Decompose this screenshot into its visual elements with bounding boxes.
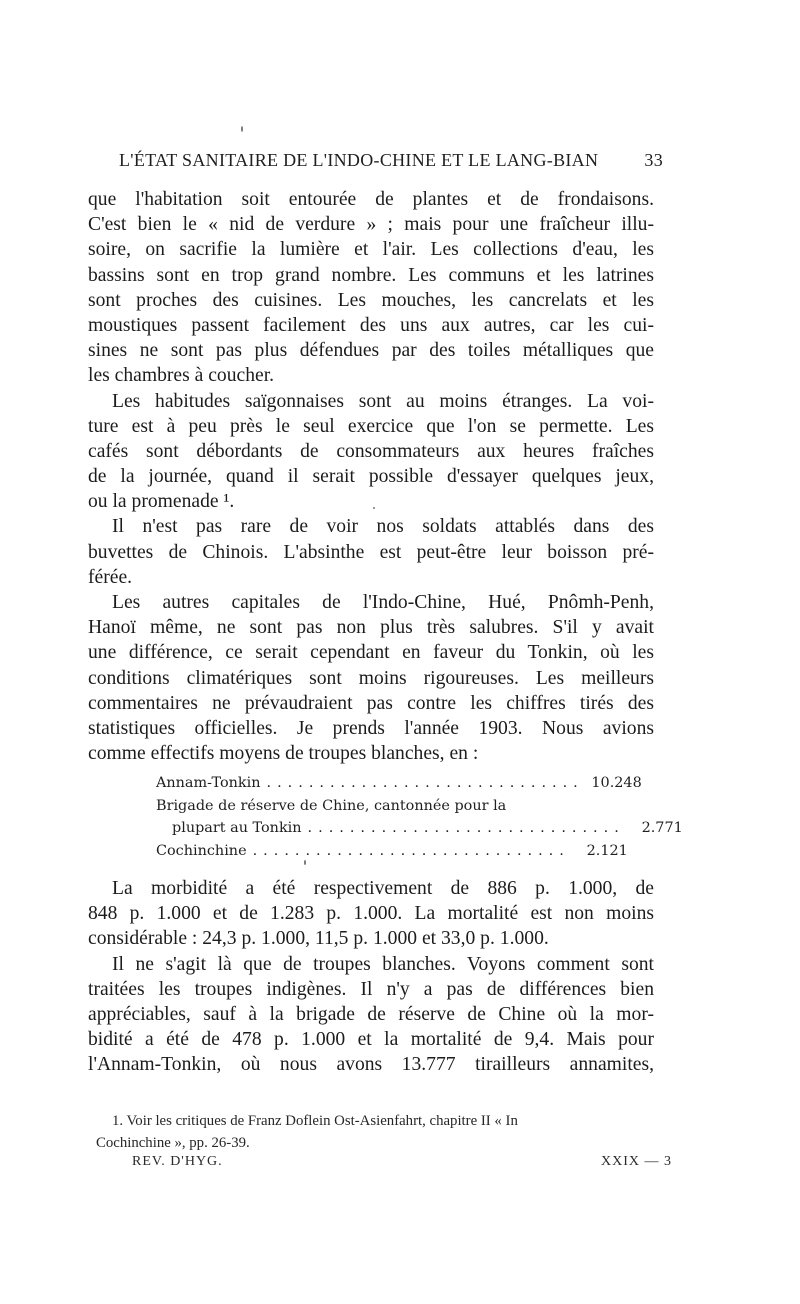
- text-line: bidité a été de 478 p. 1.000 et la mortalité de 9,4. Mais pour: [88, 1029, 654, 1051]
- text-line: bassins sont en trop grand nombre. Les communs et les latrines: [88, 264, 654, 286]
- table-row: [156, 772, 642, 795]
- text-line: ture est à peu près le seul exercice que l'on se permette. Les: [88, 415, 654, 437]
- text-line: comme effectifs moyens de troupes blanches, en :: [88, 743, 479, 765]
- text-line: Il ne s'agit là que de troupes blanches. Voyons comment sont: [112, 953, 654, 975]
- table-row-label: Cochinchine: [156, 842, 247, 859]
- footnote-line: 1. Voir les critiques de Franz Doflein Ost-Asienfahrt, chapitre II « In: [112, 1113, 518, 1129]
- text-line: sines ne sont pas plus défendues par des toiles métalliques que: [88, 340, 654, 362]
- text-line: Hanoï même, ne sont pas non plus très salubres. S'il y avait: [88, 617, 654, 639]
- running-title: L'ÉTAT SANITAIRE DE L'INDO-CHINE ET LE LANG-BIAN: [119, 150, 599, 170]
- text-line: soire, on sacrifie la lumière et l'air. Les collections d'eau, les: [88, 239, 654, 261]
- table-row-label: plupart au Tonkin: [172, 820, 302, 837]
- text-line: ou la promenade ¹.: [88, 491, 235, 513]
- footnote-line: Cochinchine », pp. 26-39.: [96, 1135, 250, 1151]
- table-row-label: Annam-Tonkin: [156, 775, 261, 791]
- text-line: conditions climatériques sont moins rigoureuses. Les meilleurs: [88, 667, 654, 689]
- running-head: [119, 150, 663, 171]
- signature-footer: [132, 1154, 672, 1170]
- text-line: une différence, ce serait cependant en faveur du Tonkin, où les: [88, 642, 654, 664]
- text-line: que l'habitation soit entourée de plantes et de frondaisons.: [88, 189, 654, 210]
- table-row: [156, 840, 628, 863]
- text-line: sont proches des cuisines. Les mouches, les cancrelats et les: [88, 289, 654, 311]
- table-row-value: 10.248: [591, 775, 642, 791]
- text-line: Les habitudes saïgonnaises sont au moins étranges. La voi-: [112, 390, 654, 412]
- text-line: Les autres capitales de l'Indo-Chine, Hué, Pnômh-Penh,: [112, 592, 654, 613]
- text-line: cafés sont débordants de consommateurs aux heures fraîches: [88, 440, 654, 462]
- text-line: commentaires ne prévaudraient pas contre les chiffres tirés des: [88, 692, 654, 714]
- text-line: les chambres à coucher.: [88, 365, 275, 387]
- text-line: l'Annam-Tonkin, où nous avons 13.777 tirailleurs annamites,: [88, 1054, 654, 1076]
- table-row-value: 2.771: [641, 820, 683, 837]
- leader-dots: ..............................: [307, 820, 625, 837]
- body-text-upper: [88, 187, 654, 766]
- text-line: 848 p. 1.000 et de 1.283 p. 1.000. La mortalité est non moins: [88, 903, 654, 925]
- footnote: [96, 1110, 668, 1154]
- signature-mark: XXIX — 3: [601, 1154, 672, 1169]
- text-line: appréciables, sauf à la brigade de réserve de Chine où la mor-: [88, 1003, 654, 1025]
- table-row-value: 2.121: [586, 842, 628, 859]
- text-line: statistiques officielles. Je prends l'année 1903. Nous avions: [88, 717, 654, 739]
- page-number: 33: [644, 150, 663, 170]
- text-line: moustiques passent facilement des uns aux autres, car les cui-: [88, 314, 654, 336]
- text-line: de la journée, quand il serait possible d'essayer quelques jeux,: [88, 466, 654, 488]
- text-line: buvettes de Chinois. L'absinthe est peut-être leur boisson pré-: [88, 541, 654, 563]
- text-line: traitées les troupes indigènes. Il n'y a pas de différences bien: [88, 978, 654, 1000]
- leader-dots: ..............................: [266, 775, 584, 791]
- troops-table: [156, 772, 683, 862]
- leader-dots: ..............................: [252, 842, 570, 859]
- text-line: Il n'est pas rare de voir nos soldats attablés dans des: [112, 516, 654, 538]
- text-line: considérable : 24,3 p. 1.000, 11,5 p. 1.000 et 33,0 p. 1.000.: [88, 928, 549, 950]
- print-speck: [241, 126, 243, 132]
- table-row: [156, 817, 683, 840]
- text-line: C'est bien le « nid de verdure » ; mais pour une fraîcheur illu-: [88, 214, 654, 236]
- text-line: férée.: [88, 566, 133, 588]
- body-text-lower: [88, 876, 654, 1078]
- text-line: La morbidité a été respectivement de 886 p. 1.000, de: [112, 878, 654, 899]
- journal-abbreviation: REV. D'HYG.: [132, 1154, 223, 1169]
- table-row: [156, 795, 596, 818]
- table-row-label: Brigade de réserve de Chine, cantonnée pour la: [156, 797, 507, 814]
